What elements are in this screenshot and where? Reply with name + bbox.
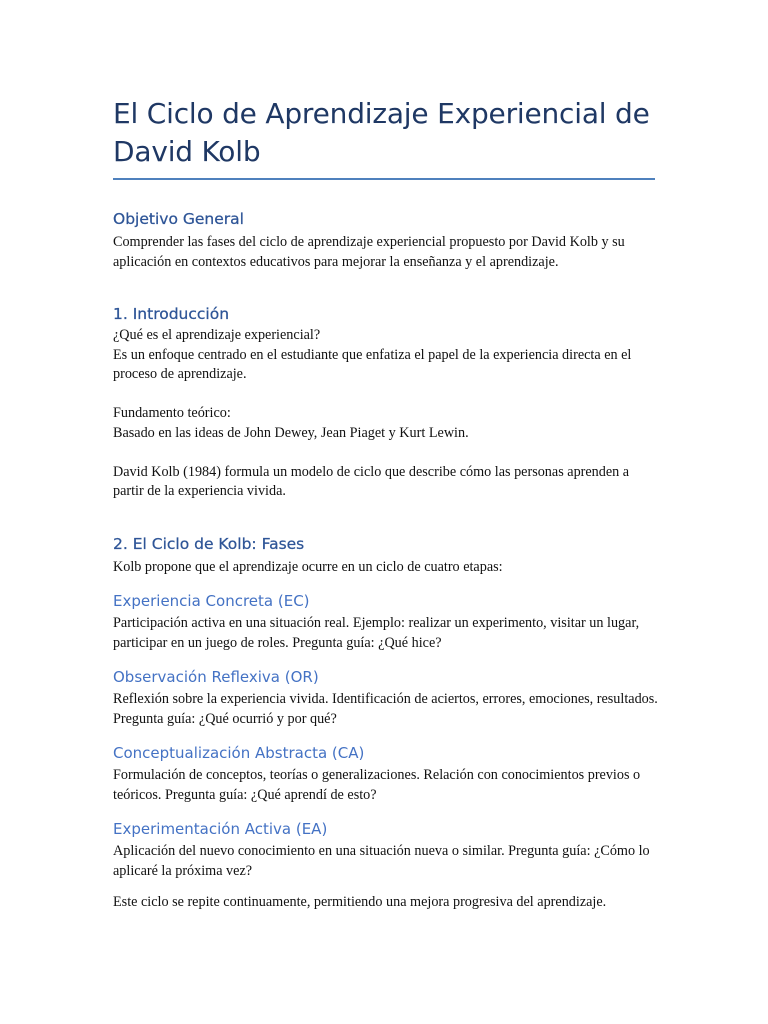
fases-closing: Este ciclo se repite continuamente, permitiendo una mejora progresiva del aprendizaje. bbox=[113, 894, 607, 910]
title-underline bbox=[113, 178, 655, 180]
document-page bbox=[113, 0, 658, 913]
section-objetivo bbox=[113, 209, 658, 272]
intro-answer-2: Basado en las ideas de John Dewey, Jean Piaget y Kurt Lewin. bbox=[113, 424, 469, 441]
section-introduccion bbox=[113, 304, 658, 502]
phase-heading: Conceptualización Abstracta (CA) bbox=[113, 744, 365, 762]
intro-paragraph-3: David Kolb (1984) formula un modelo de ciclo que describe cómo las personas aprenden a partir de la experiencia vivida. bbox=[113, 463, 630, 499]
phase-heading: Experimentación Activa (EA) bbox=[113, 820, 328, 838]
phase-experimentacion-activa bbox=[113, 819, 658, 881]
phase-observacion-reflexiva bbox=[113, 667, 658, 729]
section-fases bbox=[113, 534, 658, 913]
paragraph-gap bbox=[113, 385, 658, 405]
objetivo-text: Comprender las fases del ciclo de aprendizaje experiencial propuesto por David Kolb y su aplicación en contextos educativos para mejorar la enseñanza y el aprendizaje. bbox=[113, 234, 625, 270]
heading-objetivo: Objetivo General bbox=[113, 210, 244, 228]
phase-text: Aplicación del nuevo conocimiento en una situación nueva o similar. Pregunta guía: ¿Cómo lo aplicaré la próxima vez? bbox=[113, 843, 650, 879]
intro-question-1: ¿Qué es el aprendizaje experiencial? bbox=[113, 327, 321, 343]
phase-conceptualizacion-abstracta bbox=[113, 743, 658, 805]
intro-answer-1: Es un enfoque centrado en el estudiante que enfatiza el papel de la experiencia directa en el proceso de aprendizaje. bbox=[113, 346, 632, 382]
heading-fases: 2. El Ciclo de Kolb: Fases bbox=[113, 534, 305, 553]
heading-introduccion: 1. Introducción bbox=[113, 305, 230, 323]
document-title: El Ciclo de Aprendizaje Experiencial de David Kolb bbox=[113, 97, 650, 168]
phase-text: Participación activa en una situación real. Ejemplo: realizar un experimento, visitar un lugar, participar en un juego de roles. Pregunta guía: ¿Qué hice? bbox=[113, 615, 640, 651]
phase-heading: Observación Reflexiva (OR) bbox=[113, 668, 319, 686]
phase-heading: Experiencia Concreta (EC) bbox=[113, 592, 310, 610]
phase-text: Reflexión sobre la experiencia vivida. Identificación de aciertos, errores, emociones, resultados. Pregunta guía: ¿Qué ocurrió y por qué? bbox=[113, 691, 658, 727]
paragraph-gap bbox=[113, 443, 658, 463]
fases-lead: Kolb propone que el aprendizaje ocurre en un ciclo de cuatro etapas: bbox=[113, 558, 503, 575]
phase-experiencia-concreta bbox=[113, 591, 658, 653]
phase-text: Formulación de conceptos, teorías o generalizaciones. Relación con conocimientos previos o teóricos. Pregunta guía: ¿Qué aprendí de esto? bbox=[113, 767, 641, 803]
intro-question-2: Fundamento teórico: bbox=[113, 405, 231, 421]
